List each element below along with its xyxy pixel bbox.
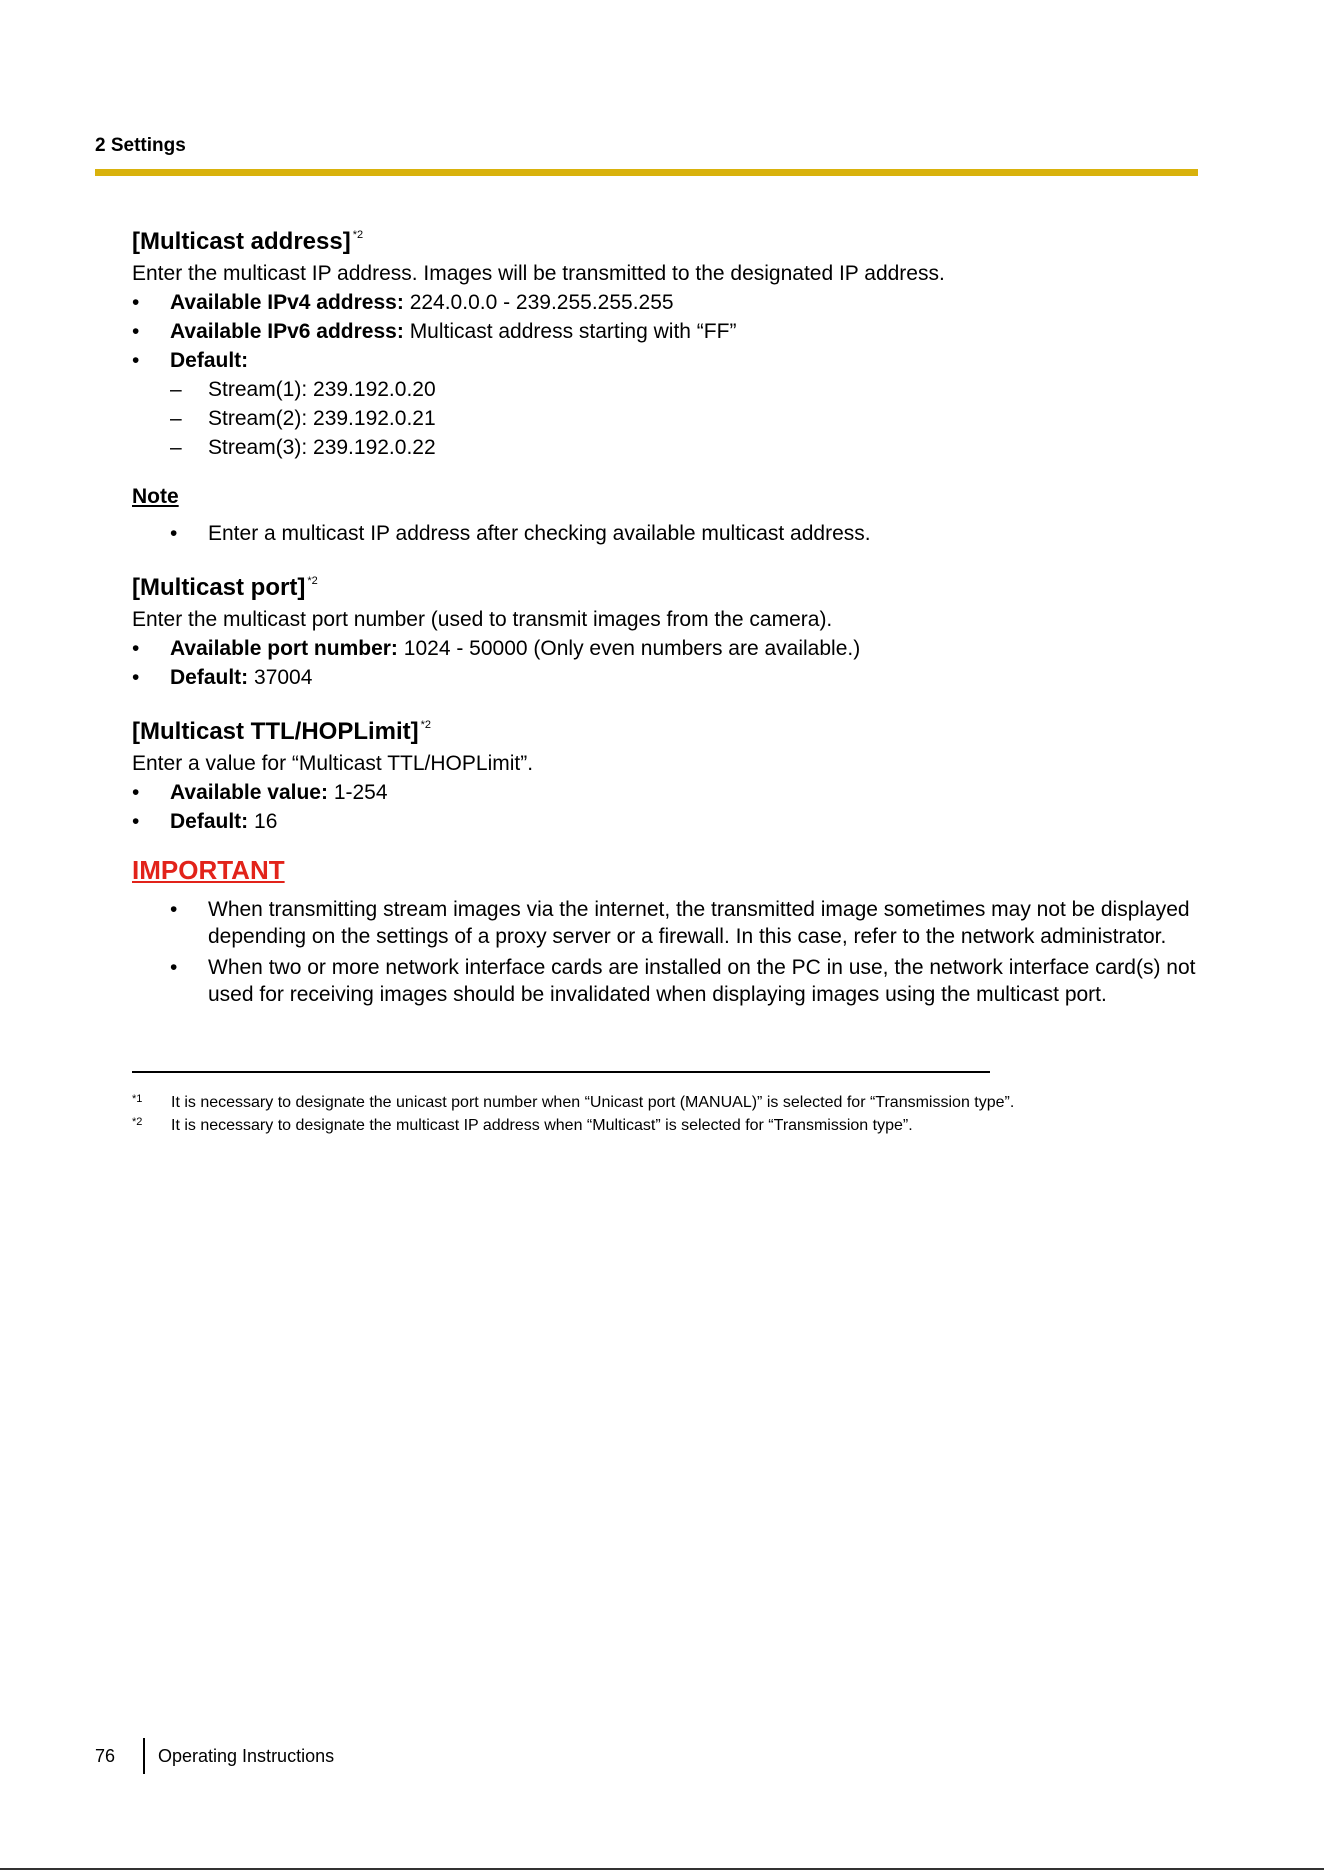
sub-list-item: – Stream(1): 239.192.0.20	[132, 375, 1212, 404]
section-description: Enter the multicast IP address. Images will be transmitted to the designated IP address.	[132, 262, 945, 285]
section-multicast-ttl	[132, 708, 1212, 749]
footnote-text: It is necessary to designate the multicast IP address when “Multicast” is selected for “Transmission type”.	[171, 1117, 913, 1134]
item-value: 1-254	[333, 781, 388, 804]
main-content	[132, 218, 1212, 1008]
list-item	[132, 663, 1212, 692]
item-label: Available port number:	[170, 637, 398, 660]
sub-list-item: – Stream(2): 239.192.0.21	[132, 404, 1212, 433]
important-heading: IMPORTANT	[132, 855, 285, 885]
bottom-rule	[0, 1868, 1324, 1870]
list-item	[132, 807, 1212, 836]
header-rule	[95, 169, 1198, 176]
section-description: Enter a value for “Multicast TTL/HOPLimit”.	[132, 752, 534, 775]
item-value: 1024 - 50000 (Only even numbers are available.)	[403, 637, 861, 660]
item-value: 37004	[254, 666, 313, 689]
item-label: Default:	[170, 810, 249, 833]
item-label: Default:	[170, 666, 249, 689]
footnote-ref: *2	[352, 229, 364, 241]
footnote	[132, 1114, 1014, 1137]
section-title: [Multicast TTL/HOPLimit]	[132, 718, 419, 745]
list-item	[132, 317, 1212, 346]
footer-title: Operating Instructions	[158, 1746, 335, 1766]
section-title: [Multicast port]	[132, 574, 306, 601]
item-label: Available IPv6 address:	[170, 320, 404, 343]
section-multicast-port	[132, 564, 1212, 605]
item-label: Available value:	[170, 781, 328, 804]
footnote	[132, 1091, 1014, 1114]
important-item: • When two or more network interface cards are installed on the PC in use, the network interface card(s) not used for receiving images should be invalidated when displaying images using the multicast port.	[132, 954, 1212, 1008]
page-header-title: 2 Settings	[95, 135, 186, 156]
footnotes	[132, 1091, 1014, 1137]
item-value: Multicast address starting with “FF”	[409, 320, 737, 343]
section-description: Enter the multicast port number (used to transmit images from the camera).	[132, 608, 833, 631]
footnote-mark: *2	[132, 1116, 143, 1128]
footnote-text: It is necessary to designate the unicast port number when “Unicast port (MANUAL)” is selected for “Transmission type”.	[171, 1094, 1015, 1111]
important-list	[132, 896, 1212, 1008]
item-value: 16	[254, 810, 278, 833]
footer-divider	[143, 1738, 145, 1774]
list-item	[132, 778, 1212, 807]
section-multicast-address	[132, 218, 1212, 259]
note-item: • Enter a multicast IP address after checking available multicast address.	[132, 519, 1212, 548]
list-item	[132, 346, 1212, 375]
section-title: [Multicast address]	[132, 228, 351, 255]
list-item	[132, 288, 1212, 317]
item-label: Available IPv4 address:	[170, 291, 404, 314]
footnote-rule	[132, 1071, 990, 1073]
list-item	[132, 634, 1212, 663]
sub-list-item: – Stream(3): 239.192.0.22	[132, 433, 1212, 462]
footnote-ref: *2	[307, 575, 318, 587]
note-heading: Note	[132, 485, 179, 508]
page-number: 76	[95, 1746, 116, 1766]
bullet-list	[132, 288, 1212, 462]
footnote-mark: *1	[132, 1093, 143, 1105]
item-value: 224.0.0.0 - 239.255.255.255	[409, 291, 674, 314]
important-item: • When transmitting stream images via the internet, the transmitted image sometimes may not be displayed depending on the settings of a proxy server or a firewall. In this case, refer to the network administrator.	[132, 896, 1212, 950]
footnote-ref: *2	[420, 719, 432, 731]
item-label: Default:	[170, 349, 249, 372]
